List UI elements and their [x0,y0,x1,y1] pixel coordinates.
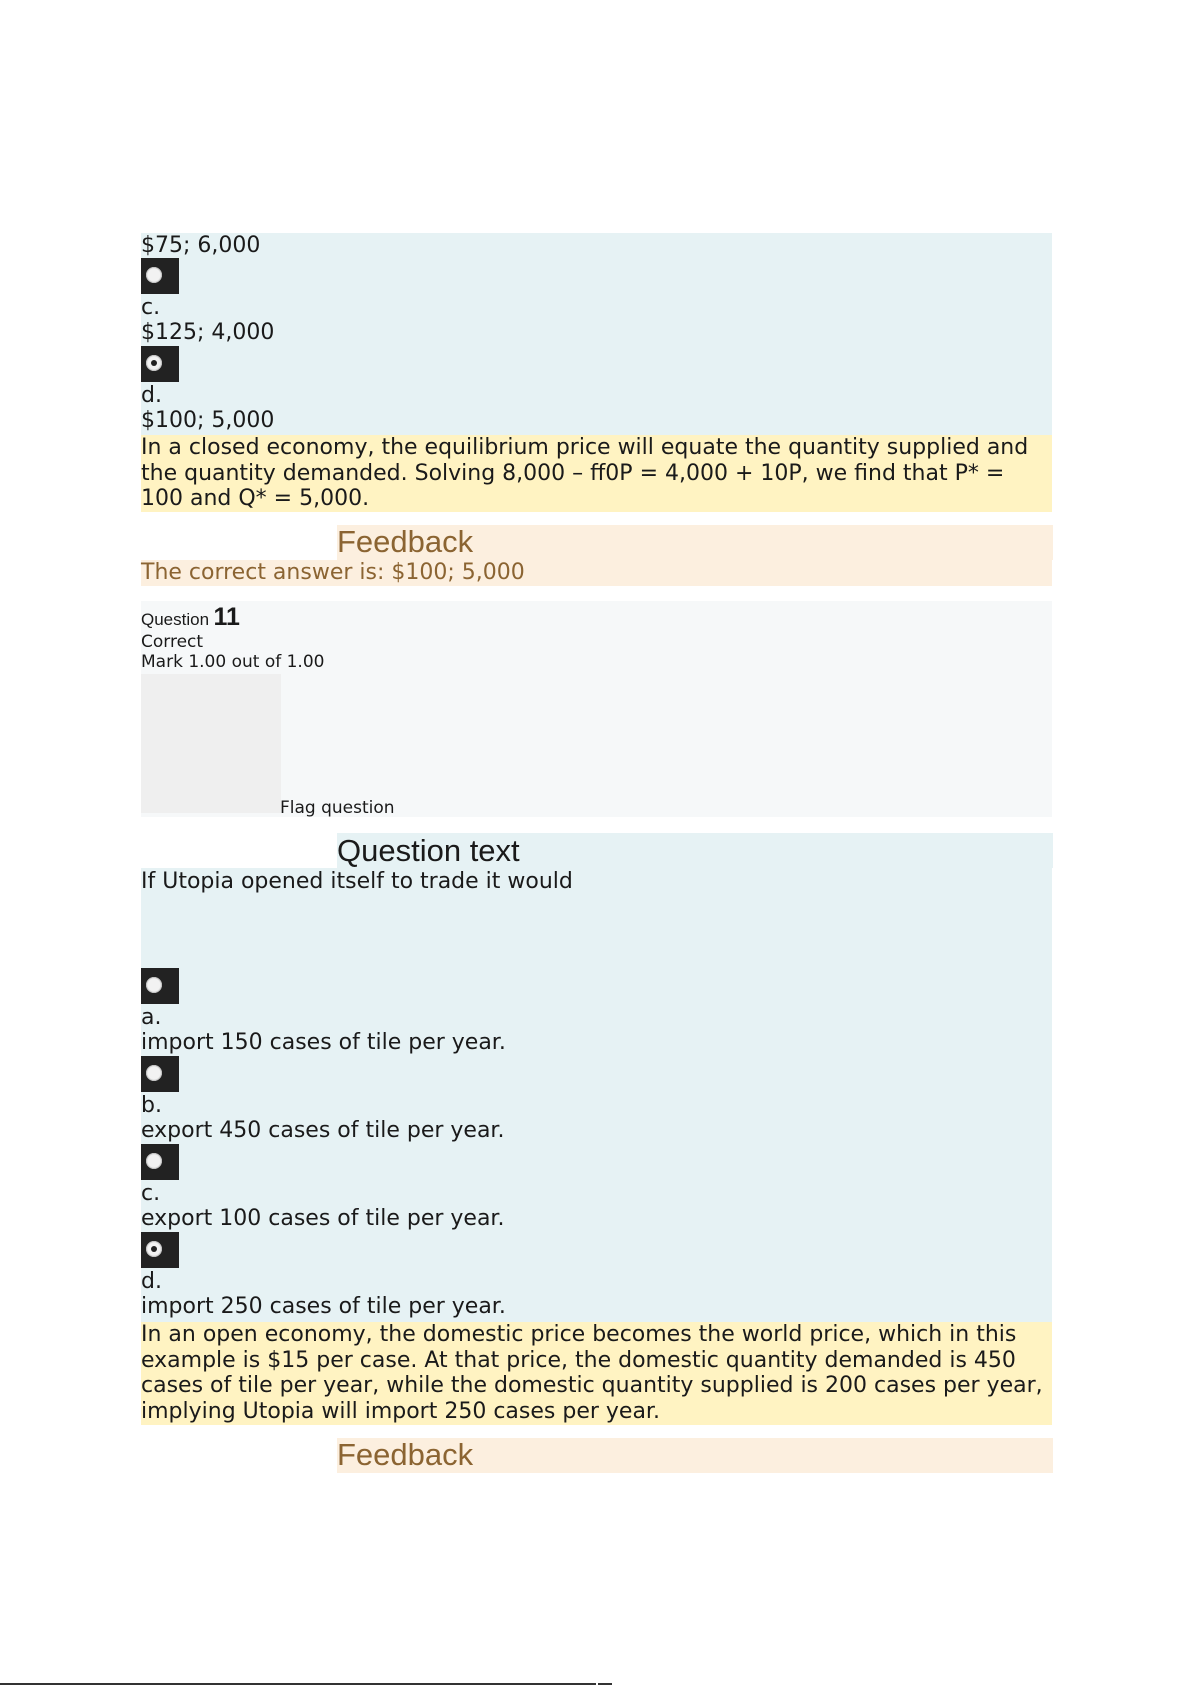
q10-answer-block [141,233,1052,435]
q11-flag-question-link[interactable]: Flag question [280,798,395,818]
q10-option-d-text: $100; 5,000 [141,408,275,433]
radio-unchecked-icon [146,1153,162,1169]
q11-option-a-letter: a. [141,1005,162,1030]
q11-option-b-radio[interactable] [141,1056,179,1092]
q11-answer-block [141,868,1052,1322]
q11-option-b-text: export 450 cases of tile per year. [141,1118,505,1143]
flag-icon[interactable] [141,674,281,813]
q11-option-c-letter: c. [141,1181,161,1206]
q10-feedback-heading: Feedback [337,524,474,559]
q11-option-d-text: import 250 cases of tile per year. [141,1294,506,1319]
q11-option-d-letter: d. [141,1269,162,1294]
q10-explanation: In a closed economy, the equilibrium price will equate the quantity supplied and the quantity demanded. Solving 8,000 – ff0P = 4,000 + 10P, we find that P* = 100 and Q* = 5,000. [141,435,1052,512]
q10-correct-answer: The correct answer is: $100; 5,000 [141,560,1052,586]
q10-option-d-radio[interactable] [141,346,179,382]
radio-unchecked-icon [146,267,162,283]
q10-option-c-letter: c. [141,295,161,320]
q11-state: Correct [141,632,204,652]
radio-checked-icon [146,355,162,371]
q11-question-text-heading: Question text [337,833,520,868]
q10-option-c-text: $125; 4,000 [141,320,275,345]
q11-option-d-radio[interactable] [141,1232,179,1268]
q11-prompt: If Utopia opened itself to trade it would [141,869,573,894]
radio-checked-icon [146,1241,162,1257]
q10-option-c-radio[interactable] [141,258,179,294]
q11-explanation: In an open economy, the domestic price becomes the world price, which in this example is $15 per case. At that price, the domestic quantity demanded is 450 cases of tile per year, while the domestic quantity supplied is 200 cases per year, implying Utopia will import 250 cases per year. [141,1322,1052,1425]
q10-option-d-letter: d. [141,383,162,408]
q11-question-label: Question [141,610,210,629]
q10-option-b-text: $75; 6,000 [141,233,261,258]
radio-unchecked-icon [146,1065,162,1081]
q11-option-c-radio[interactable] [141,1144,179,1180]
q11-mark: Mark 1.00 out of 1.00 [141,652,325,672]
q11-option-c-text: export 100 cases of tile per year. [141,1206,505,1231]
q11-option-b-letter: b. [141,1093,162,1118]
radio-unchecked-icon [146,977,162,993]
q11-option-a-radio[interactable] [141,968,179,1004]
q11-number: 11 [213,603,240,631]
q11-feedback-heading: Feedback [337,1437,474,1472]
q11-question-number [141,603,240,632]
q11-option-a-text: import 150 cases of tile per year. [141,1030,506,1055]
